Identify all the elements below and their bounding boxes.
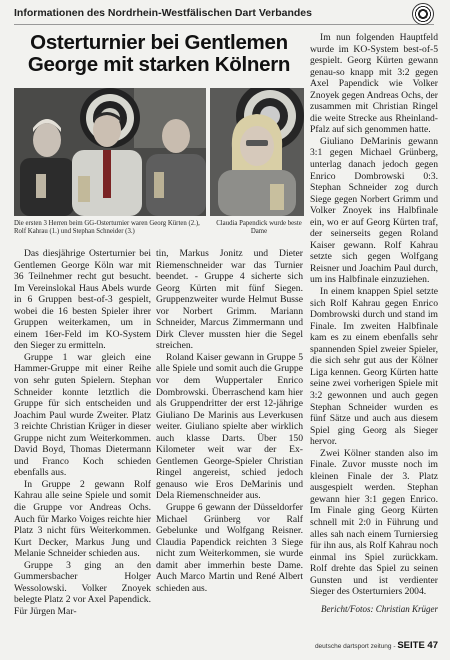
paragraph: Im nun folgenden Hauptfeld wurde im KO-System best-of-5 gespielt. Georg Kürten gewann genau-so knapp mit 3:2 gegen Axel Papendick wie Volker Znoyek gegen Andreas Ochs, der zusammen mit Christian Ringel die weite Strecke aus Rheinland-Pfalz auf sich genommen hatte. <box>310 32 438 136</box>
paragraph: tin, Markus Jonitz und Dieter Riemenschneider war das Turnier beendet. - Gruppe 4 sicherte sich Georg Kürten mit fünf Siegen. Gruppenzweiter wurde Helmut Busse vor Norbert Grimm. Mariann Schneider, Marcus Zimmermann und Dirk Clever mussten hier die Segel streichen. <box>156 248 303 352</box>
article-headline: Osterturnier bei Gentlemen George mit starken Kölnern <box>27 31 291 76</box>
winners-photo-caption: Die ersten 3 Herren beim GG-Osterturnier waren Georg Kürten (2.), Rolf Kahrau (1.) und Stephan Schneider (3.) <box>14 220 200 236</box>
paragraph: In einem knappen Spiel setzte sich Rolf Kahrau gegen Enrico Dombrowski durch und stand im Finale. Im zweiten Halbfinale kam es zu einem ebenfalls sehr spannenden Spiel zweier Spieler, die sich sehr gut aus der Kölner Liga kennen. Georg Kürten hatte seine zwei vorherigen Spiele mit 3:2 gewonnen und auch gegen Stephan Schneider wurden es fünf Sätze und auch aus diesem Spiel ging Georg als Sieger hervor. <box>310 286 438 448</box>
page-number: SEITE 47 <box>397 640 438 651</box>
paragraph: Zwei Kölner standen also im Finale. Zuvor musste noch im kleinen Finale der 3. Platz ausgespielt werden. Stephan gewann hier 3:1 gegen Enrico. Im Finale ging Georg Kürten schnell mit 2:0 in Führung und alles sah nach einem Turniersieg für ihn aus, als Rolf Kahrau noch einmal ins Spiel zurückkam. Rolf drehte das Spiel zu seinen Gunsten und ist verdienter Sieger des Osterturniers 2004. <box>310 447 438 598</box>
best-lady-photo-illustration <box>210 88 304 216</box>
paragraph: Giuliano DeMarinis gewann 3:1 gegen Michael Grünberg, unterlag danach jedoch gegen Enrico Dombrowski 0:3. Stephan Schneider zog durch Siege gegen Norbert Grimm und Volker Znoyek ins Halbfinale ein, wo er auf Georg Kürten traf, der seinerseits gegen Roland Kaiser gewann. Rolf Kahrau setzte sich gegen Wolfgang Reisner und Joachim Paul durch, um ins Halbfinale einzuziehen. <box>310 135 438 286</box>
paragraph: Gruppe 1 war gleich eine Hammer-Gruppe mit einer Reihe von sehr guten Spielern. Stephan Schneider konnte letztlich die Gruppe für sich entscheiden und Joachim Paul wurde Zweiter. Platz 3 reichte Christian Krüger in dieser Gruppe nicht zum Weiterkommen. David Boyd, Thomas Dietermann und Franco Koch schieden ebenfalls aus. <box>14 351 151 479</box>
publication-name: deutsche dartsport zeitung - <box>314 643 396 650</box>
paragraph: Das diesjährige Osterturnier bei Gentlemen George Köln war mit 36 Teilnehmer recht gut besucht. Im Vereinslokal Haus Abels wurde in 6 Gruppen best-of-3 gespielt, wobei die 16 besten Spieler ihrer Gruppen weiterkamen, um in einem 16er-Feld im KO-System den Sieger zu ermitteln. <box>14 248 151 352</box>
section-header <box>14 4 434 25</box>
article-column-3 <box>310 32 438 615</box>
paragraph: Roland Kaiser gewann in Gruppe 5 alle Spiele und somit auch die Gruppe vor dem Wuppertaler Enrico Dombrowski. Überraschend kam hier als Gruppendritter der erst 12-jährige Giuliano De Marinis aus Leverkusen weiter. Giuliano spielte aber wirklich auch klasse Darts. Über 150 Kilometer weit war der Ex-Gentlemen George-Spieler Christian Ringel angereist, schied jedoch genauso wie Eros DeMarinis und Dela Riemenschneider aus. <box>156 351 303 502</box>
article-column-2 <box>156 248 303 594</box>
paragraph: Gruppe 3 ging an den Gummersbacher Holger Wessolowski. Volker Znoyek belegte Platz 2 vor Axel Papendick. Für Jürgen Mar- <box>14 559 151 617</box>
winners-photo <box>14 88 206 216</box>
paragraph: Gruppe 6 gewann der Düsseldorfer Michael Grünberg vor Ralf Gebelunke und Wolfgang Reisner. Claudia Papendick reichten 3 Siege nicht zum Weiterkommen, sie wurde damit aber immerhin beste Dame. Auch Marco Martin und René Albert schieden aus. <box>156 502 303 594</box>
article-column-1 <box>14 248 151 618</box>
dart-association-logo-icon <box>412 3 434 25</box>
best-lady-photo <box>210 88 304 216</box>
section-header-title: Informationen des Nordrhein-Westfälischen Dart Verbandes <box>14 7 312 19</box>
winners-photo-illustration <box>14 88 206 216</box>
paragraph: In Gruppe 2 gewann Rolf Kahrau alle seine Spiele und somit die Gruppe vor Andreas Ochs. Auch für Marko Voiges reichte hier Platz 3 nicht fürs Weiterkommen. Kurt Decker, Markus Jung und Melanie Schneider schieden aus. <box>14 478 151 560</box>
page-footer <box>310 640 438 651</box>
best-lady-photo-caption: Claudia Papendick wurde beste Dame <box>216 220 302 236</box>
photo-credit: Bericht/Fotos: Christian Krüger <box>321 603 438 614</box>
